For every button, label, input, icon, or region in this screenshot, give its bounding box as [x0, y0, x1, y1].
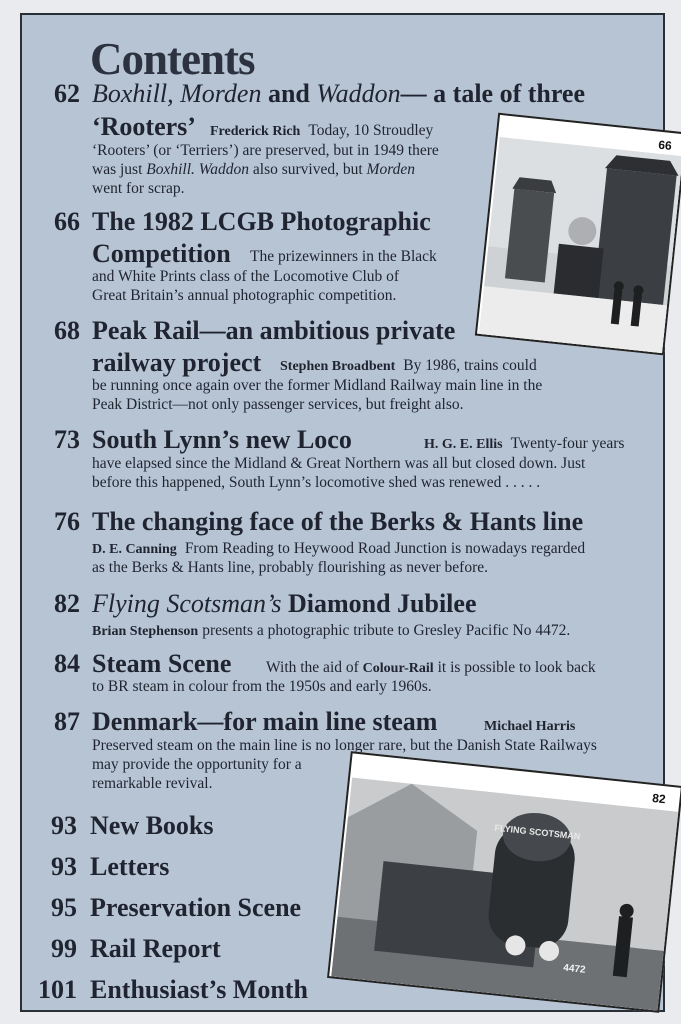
author: Frederick Rich [210, 124, 301, 139]
entry-body-line: have elapsed since the Midland & Great Northern was all but closed down. Just [92, 455, 586, 472]
entry-heading: South Lynn’s new Loco [92, 425, 352, 454]
entry-author-line: Stephen Broadbent By 1986, trains could [280, 357, 537, 374]
entry-heading: Preservation Scene [90, 893, 302, 922]
entry-body-line: as the Berks & Hants line, probably flourishing as never before. [92, 559, 489, 576]
entry-author-line: H. G. E. Ellis Twenty-four years [424, 435, 625, 452]
entry-body-line: With the aid of Colour-Rail it is possible to look back [266, 659, 596, 676]
author: Brian Stephenson [92, 624, 199, 639]
photo-page-ref: 82 [651, 790, 667, 807]
entry-body-line: to BR steam in colour from the 1950s and early 1960s. [92, 678, 432, 695]
entry-author-line: Frederick Rich Today, 10 Stroudley [210, 122, 434, 139]
entry-body-line: may provide the opportunity for a [92, 756, 302, 773]
entry-author-line: D. E. Canning From Reading to Heywood Road Junction is nowadays regarded [92, 540, 586, 557]
entry-heading: Rail Report [90, 934, 221, 963]
entry-body-line: was just Boxhill. Waddon also survived, but Morden [92, 161, 416, 178]
author: Stephen Broadbent [280, 359, 396, 374]
entry-heading: Enthusiast’s Month [90, 975, 308, 1004]
entry-body-line: went for scrap. [92, 180, 185, 197]
entry-author-line: Brian Stephenson presents a photographic tribute to Gresley Pacific No 4472. [92, 622, 571, 639]
page-number: 87 [54, 707, 80, 736]
entry-heading-line2: ‘Rooters’ [92, 112, 196, 141]
entry-heading-line2: railway project [92, 348, 262, 377]
entry-heading: Flying Scotsman’s Diamond Jubilee [92, 589, 477, 618]
entry-heading: New Books [90, 811, 214, 840]
page-number: 95 [51, 893, 77, 922]
page-number: 73 [54, 425, 80, 454]
entry-heading: The 1982 LCGB Photographic [92, 207, 431, 236]
entry-body-line: ‘Rooters’ (or ‘Terriers’) are preserved, but in 1949 there [92, 142, 439, 159]
page-number: 93 [51, 811, 77, 840]
photo-flying-scotsman[interactable] [327, 751, 681, 1013]
entry-body-line: be running once again over the former Midland Railway main line in the [92, 377, 543, 394]
entry-author-line [484, 716, 583, 736]
entry-heading-line2: Competition [92, 239, 231, 268]
entry-heading: Denmark—for main line steam [92, 707, 438, 736]
entry-body-line: Peak District—not only passenger services, but freight also. [92, 396, 464, 413]
page-number: 93 [51, 852, 77, 881]
page-number: 66 [54, 207, 80, 236]
entry-body-line: before this happened, South Lynn’s locomotive shed was renewed . . . . . [92, 474, 541, 491]
page-number: 62 [54, 79, 80, 108]
photo-page-ref: 66 [657, 137, 673, 153]
entry-body-line: Preserved steam on the main line is no longer rare, but the Danish State Railways [92, 737, 597, 754]
author: D. E. Canning [92, 542, 177, 557]
page-number: 101 [38, 975, 77, 1004]
author: Michael Harris [484, 719, 576, 734]
entry-heading: Peak Rail—an ambitious private [92, 316, 456, 345]
headboard-text: FLYING SCOTSMAN [494, 822, 581, 842]
entry-heading: Steam Scene [92, 649, 232, 678]
page-number: 76 [54, 507, 80, 536]
entry-body-line: remarkable revival. [92, 775, 213, 792]
entry-heading: The changing face of the Berks & Hants line [92, 507, 584, 536]
entry-heading: Boxhill, Morden and Waddon— a tale of three [92, 79, 586, 108]
page-title: Contents [90, 34, 255, 84]
page-number: 68 [54, 316, 80, 345]
author: H. G. E. Ellis [424, 437, 503, 452]
entry-heading: Letters [90, 852, 170, 881]
page-number: 82 [54, 589, 80, 618]
entry-body-line: and White Prints class of the Locomotive Club of [92, 268, 400, 285]
page-number: 99 [51, 934, 77, 963]
flying-scotsman-image [331, 777, 680, 1010]
page-number: 84 [54, 649, 80, 678]
entry-body-line: The prizewinners in the Black [250, 248, 437, 265]
loco-number: 4472 [562, 962, 587, 976]
entry-body-line: Great Britain’s annual photographic competition. [92, 287, 397, 304]
coaling-tower-image [479, 137, 681, 355]
photo-coaling-towers[interactable] [475, 113, 681, 356]
